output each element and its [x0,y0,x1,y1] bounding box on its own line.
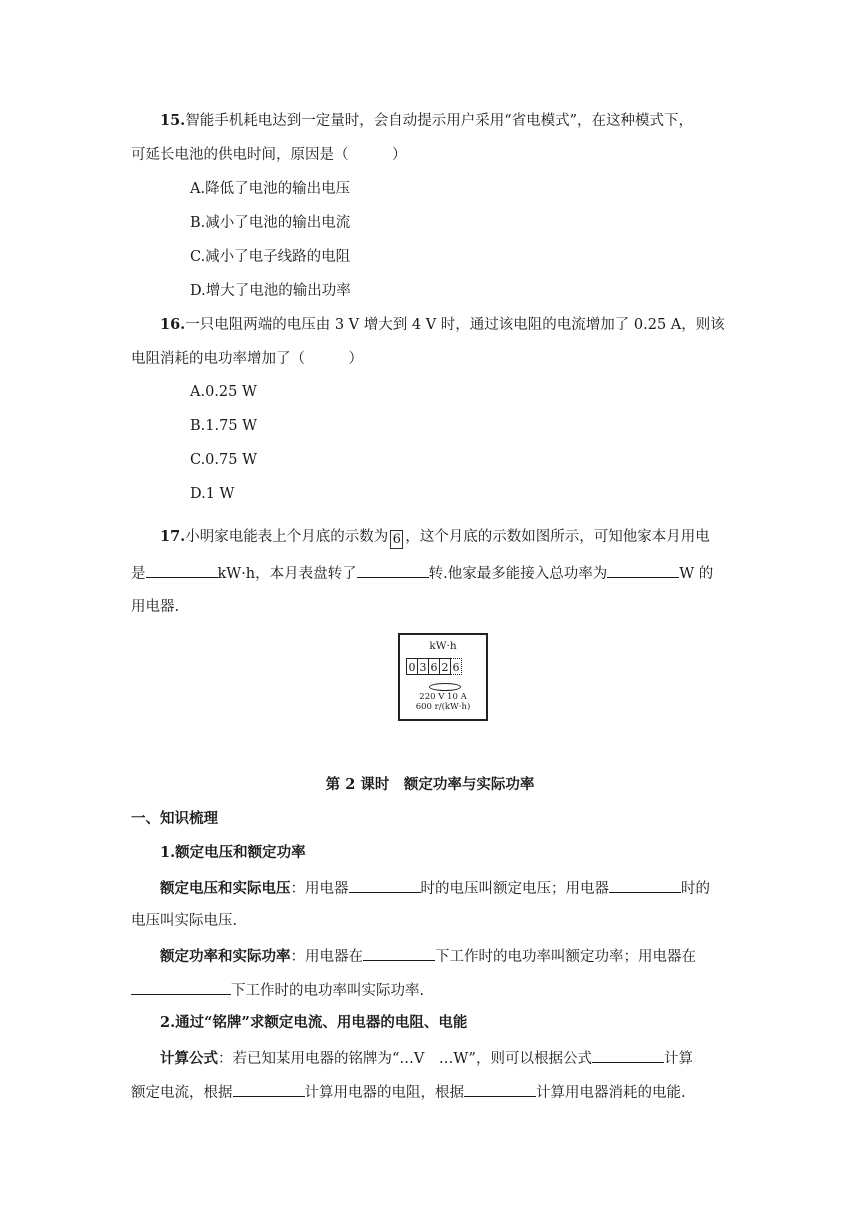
q16-option-d: D.1 W [190,486,235,502]
q17-blank-power[interactable] [607,562,679,578]
meter-digits [406,658,461,675]
q15-option-d: D.增大了电池的输出功率 [190,283,351,299]
p1-label: 额定电压和实际电压 [160,880,291,897]
q17-line3: 用电器. [131,599,180,615]
q16-line2: 电阻消耗的电功率增加了（ ） [131,351,363,367]
q17-blank-turns[interactable] [357,562,429,578]
q17-line1 [160,527,710,549]
meter-rating: 220 V 10 A [419,692,467,702]
subsection-2-heading: 2.通过“铭牌”求额定电流、用电器的电阻、电能 [160,1014,468,1031]
q17-stem-2: ，这个月底的示数如图所示，可知他家本月用电 [405,529,710,545]
q17-text-c: 转.他家最多能接入总功率为 [428,566,608,582]
p2-line2 [131,979,424,1001]
section-heading: 一、知识梳理 [131,810,218,827]
p3-text-c: 额定电流，根据 [131,1085,233,1101]
p3-line2 [131,1081,686,1103]
meter-digit: 2 [439,658,451,675]
q17-number: 17. [160,528,186,545]
q17-line2 [131,562,713,584]
meter-constant: 600 r/(kW·h) [415,702,471,712]
p2-text-a: ：用电器在 [290,949,363,965]
q16-line1 [160,315,725,335]
meter-digit: 3 [417,658,429,675]
q17-blank-energy[interactable] [146,562,218,578]
q15-option-c: C.减小了电子线路的电阻 [190,249,351,265]
q15-line1 [160,111,693,131]
q16-option-a: A.0.25 W [190,384,257,400]
p3-label: 计算公式 [160,1050,218,1067]
p1-text-b: 时的电压叫额定电压；用电器 [420,881,609,897]
q17-text-d: W 的 [679,566,714,582]
meter-digit: 0 [406,658,418,675]
q17-text-b: kW·h，本月表盘转了 [217,566,357,582]
q17-stem-1: 小明家电能表上个月底的示数为 [185,529,389,545]
p3-line1 [160,1047,693,1069]
p3-blank-1[interactable] [592,1047,664,1063]
p3-blank-2[interactable] [233,1081,305,1097]
p2-label: 额定功率和实际功率 [160,948,291,965]
meter-unit: kW·h [429,640,457,652]
q16-stem-1: 一只电阻两端的电压由 3 V 增大到 4 V 时，通过该电阻的电流增加了 0.25 A，则该 [185,317,725,333]
q16-option-b: B.1.75 W [190,418,258,434]
q17-boxed-digit: 6 [390,530,403,549]
p1-text-c: 时的 [681,881,710,897]
p3-text-e: 计算用电器消耗的电能. [536,1085,686,1101]
p1-blank-2[interactable] [609,877,681,893]
subsection-1-heading: 1.额定电压和额定功率 [160,844,306,861]
q15-number: 15. [160,112,186,129]
q15-option-a: A.降低了电池的输出电压 [190,181,351,197]
meter-disk-icon [429,683,461,691]
p2-text-b: 下工作时的电功率叫额定功率；用电器在 [435,949,696,965]
p3-blank-3[interactable] [464,1081,536,1097]
p2-blank-2[interactable] [131,979,231,995]
p3-text-b: 计算 [663,1051,693,1067]
p1-text-a: ：用电器 [290,881,349,897]
meter-digit-decimal: 6 [450,658,462,675]
p2-line1 [160,945,696,967]
q16-number: 16. [160,316,186,333]
meter-digit: 6 [428,658,440,675]
p3-text-d: 计算用电器的电阻，根据 [304,1085,464,1101]
energy-meter-figure [398,633,488,721]
q15-line2: 可延长电池的供电时间，原因是（ ） [131,147,407,163]
p2-text-line2: 下工作时的电功率叫实际功率. [231,983,425,999]
p1-blank-1[interactable] [349,877,421,893]
lesson-title: 第 2 课时 额定功率与实际功率 [325,776,535,793]
q15-option-b: B.减小了电池的输出电流 [190,215,351,231]
p3-text-a: ：若已知某用电器的铭牌为“…V …W”，则可以根据公式 [218,1051,592,1067]
q16-option-c: C.0.75 W [190,452,257,468]
p1-line1 [160,877,710,899]
q17-text-a: 是 [131,566,146,582]
p2-blank-1[interactable] [363,945,435,961]
p1-line2: 电压叫实际电压. [131,913,238,929]
q15-stem-1: 智能手机耗电达到一定量时，会自动提示用户采用“省电模式”，在这种模式下， [185,113,694,129]
